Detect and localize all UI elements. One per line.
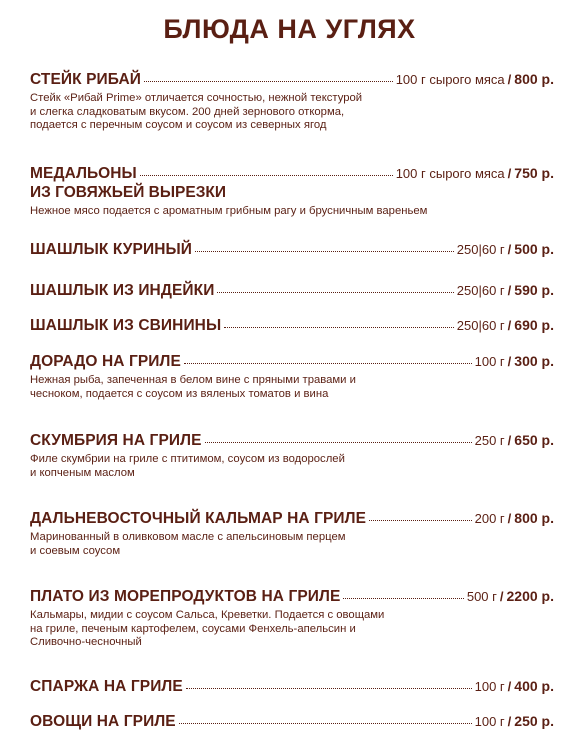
dish-portion: 100 г сырого мяса bbox=[395, 166, 505, 181]
dotted-leader bbox=[140, 174, 393, 176]
dish-name: МЕДАЛЬОНЫ bbox=[30, 165, 137, 182]
price-separator: / bbox=[507, 283, 512, 298]
menu-item bbox=[30, 431, 554, 480]
menu-item bbox=[30, 281, 554, 300]
menu-item-row bbox=[30, 70, 554, 89]
dish-price: 500 р. bbox=[514, 241, 554, 257]
price-separator: / bbox=[507, 433, 512, 448]
dish-description: Маринованный в оливковом масле с апельсиновым перцем и соевым соусом bbox=[30, 531, 346, 557]
dish-name: ШАШЛЫК ИЗ СВИНИНЫ bbox=[30, 317, 222, 334]
dish-name: СТЕЙК РИБАЙ bbox=[30, 71, 141, 88]
menu-item-row bbox=[30, 281, 554, 300]
dish-name: ШАШЛЫК КУРИНЫЙ bbox=[30, 241, 193, 258]
dotted-leader bbox=[186, 687, 472, 689]
dish-portion: 500 г bbox=[466, 589, 497, 604]
dish-description: Кальмары, мидии с соусом Сальса, Креветки. Подается с овощами на гриле, печеным картофелем, соусами Фенхель-апельсин и Сливочно-чесночный bbox=[30, 609, 385, 649]
dotted-leader bbox=[205, 441, 472, 443]
dish-portion: 100 г bbox=[474, 354, 505, 369]
menu-item-row bbox=[30, 164, 554, 183]
dotted-leader bbox=[343, 597, 463, 599]
dish-portion: 100 г bbox=[474, 714, 505, 729]
menu-item-row bbox=[30, 352, 554, 371]
dotted-leader bbox=[179, 722, 472, 724]
dotted-leader bbox=[184, 362, 472, 364]
dish-name: ПЛАТО ИЗ МОРЕПРОДУКТОВ НА ГРИЛЕ bbox=[30, 588, 341, 605]
menu-item bbox=[30, 352, 554, 401]
dish-price: 800 р. bbox=[514, 510, 554, 526]
price-separator: / bbox=[499, 589, 504, 604]
dish-name: ДАЛЬНЕВОСТОЧНЫЙ КАЛЬМАР НА ГРИЛЕ bbox=[30, 510, 367, 527]
dish-price: 590 р. bbox=[514, 282, 554, 298]
menu-item-row bbox=[30, 677, 554, 696]
dish-portion: 200 г bbox=[474, 511, 505, 526]
dish-description: Филе скумбрии на гриле с птитимом, соусом из водорослей и копченым маслом bbox=[30, 453, 345, 479]
dish-price: 2200 р. bbox=[506, 588, 554, 604]
dish-portion: 250|60 г bbox=[456, 318, 505, 333]
dish-price: 750 р. bbox=[514, 165, 554, 181]
dotted-leader bbox=[369, 519, 472, 521]
menu-item bbox=[30, 164, 554, 219]
menu-item bbox=[30, 70, 554, 133]
dish-portion: 250 г bbox=[474, 433, 505, 448]
dish-price: 650 р. bbox=[514, 432, 554, 448]
dish-description: Нежное мясо подается с ароматным грибным рагу и брусничным вареньем bbox=[30, 205, 428, 217]
dish-name: СПАРЖА НА ГРИЛЕ bbox=[30, 678, 183, 695]
menu-item-row bbox=[30, 316, 554, 335]
dish-portion: 250|60 г bbox=[456, 283, 505, 298]
dish-portion: 100 г bbox=[474, 679, 505, 694]
dish-name: ШАШЛЫК ИЗ ИНДЕЙКИ bbox=[30, 282, 215, 299]
price-separator: / bbox=[507, 318, 512, 333]
menu-item bbox=[30, 587, 554, 650]
price-separator: / bbox=[507, 354, 512, 369]
menu-item bbox=[30, 677, 554, 696]
menu-item-row bbox=[30, 712, 554, 731]
dish-name: ДОРАДО НА ГРИЛЕ bbox=[30, 353, 181, 370]
price-separator: / bbox=[507, 72, 512, 87]
price-separator: / bbox=[507, 511, 512, 526]
menu-item-row bbox=[30, 431, 554, 450]
dish-name: ОВОЩИ НА ГРИЛЕ bbox=[30, 713, 176, 730]
price-separator: / bbox=[507, 166, 512, 181]
dotted-leader bbox=[217, 291, 453, 293]
price-separator: / bbox=[507, 242, 512, 257]
dotted-leader bbox=[195, 250, 454, 252]
menu-item-row bbox=[30, 587, 554, 606]
dish-price: 250 р. bbox=[514, 713, 554, 729]
dish-portion: 100 г сырого мяса bbox=[395, 72, 505, 87]
dish-price: 400 р. bbox=[514, 678, 554, 694]
menu-item bbox=[30, 712, 554, 731]
menu-item bbox=[30, 240, 554, 259]
price-separator: / bbox=[507, 714, 512, 729]
dotted-leader bbox=[144, 80, 393, 82]
menu-item-row bbox=[30, 240, 554, 259]
dish-price: 300 р. bbox=[514, 353, 554, 369]
page-title: БЛЮДА НА УГЛЯХ bbox=[163, 14, 416, 44]
dish-price: 800 р. bbox=[514, 71, 554, 87]
dotted-leader bbox=[224, 326, 454, 328]
menu-item-row bbox=[30, 509, 554, 528]
menu-item bbox=[30, 316, 554, 335]
dish-description: Стейк «Рибай Prime» отличается сочностью, нежной текстурой и слегка сладковатым вкусом. 200 дней зернового откорма, подается с перечным соусом и соусом из северных ягод bbox=[30, 92, 363, 132]
menu-item bbox=[30, 509, 554, 558]
price-separator: / bbox=[507, 679, 512, 694]
dish-name: СКУМБРИЯ НА ГРИЛЕ bbox=[30, 432, 202, 449]
dish-description: Нежная рыба, запеченная в белом вине с пряными травами и чесноком, подается с соусом из вяленых томатов и вина bbox=[30, 374, 356, 400]
dish-name-line2: ИЗ ГОВЯЖЬЕЙ ВЫРЕЗКИ bbox=[30, 184, 227, 201]
dish-price: 690 р. bbox=[514, 317, 554, 333]
dish-portion: 250|60 г bbox=[456, 242, 505, 257]
